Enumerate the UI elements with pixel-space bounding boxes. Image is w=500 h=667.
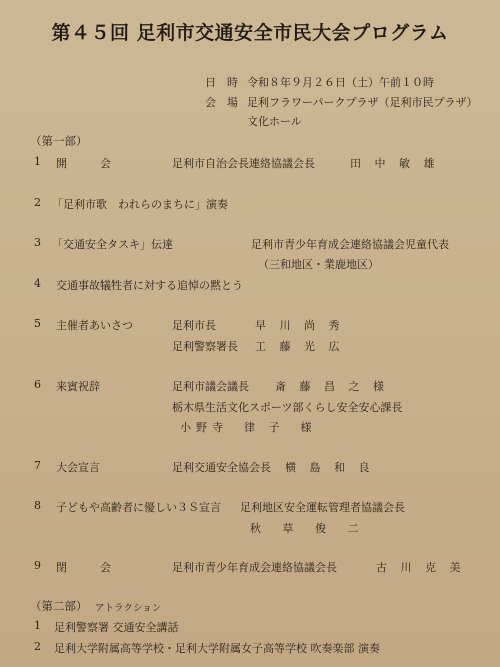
item-person: 早 川 尚 秀	[255, 319, 345, 332]
item-person-2: 工 藤 光 広	[255, 340, 345, 353]
venue-value-hall: 文化ホール	[247, 115, 302, 128]
item-person-2: 小野寺 律 子 様	[180, 421, 317, 434]
item-number: 1	[34, 155, 41, 168]
date-value: 令和８年９月２６日（土）午前１０時	[247, 76, 434, 89]
item-label: 子どもや高齢者に優しい３Ｓ宣言	[56, 501, 221, 514]
item-person: 秋 草 俊 二	[250, 522, 368, 535]
item-person: 田 中 敏 雄	[350, 157, 440, 170]
item-person: 横 島 和 良	[285, 461, 375, 474]
item-number: 3	[34, 236, 41, 249]
item-number: 2	[34, 196, 41, 209]
item-number: 8	[34, 499, 41, 512]
item-label: 主催者あいさつ	[56, 319, 133, 332]
item-label: 大会宣言	[56, 461, 100, 474]
item-label: 足利警察署 交通安全講話	[54, 621, 179, 634]
date-label: 日 時	[205, 76, 238, 89]
item-number: 2	[34, 640, 41, 653]
item-role: 足利市議会議長	[172, 380, 249, 393]
item-label: 来賓祝辞	[56, 380, 100, 393]
item-role-2: 栃木県生活文化スポーツ部くらし安全安心課長	[172, 401, 403, 414]
venue-label: 会 場	[205, 96, 238, 109]
item-role: 足利交通安全協会長	[172, 461, 271, 474]
part1-heading: （第一部）	[30, 134, 88, 148]
item-label: 足利大学附属高等学校・足利大学附属女子高等学校 吹奏楽部 演奏	[54, 642, 380, 655]
item-label: 開 会	[56, 157, 111, 170]
item-number: 7	[34, 459, 41, 472]
item-role-2: 足利警察署長	[172, 340, 238, 353]
item-role: 足利市自治会長連絡協議会長	[172, 157, 315, 170]
part2-heading: （第二部）	[30, 599, 88, 613]
item-role-sub: （三和地区・業鹿地区）	[258, 258, 379, 271]
item-label: 「交通安全タスキ」伝達	[52, 238, 173, 251]
item-person: 斎 藤 昌 之 様	[275, 380, 389, 393]
item-label: 閉 会	[56, 561, 111, 574]
item-number: 9	[34, 559, 41, 572]
item-person: 古 川 克 美	[376, 561, 466, 574]
venue-value: 足利フラワーパークプラザ（足利市民プラザ）	[247, 96, 478, 109]
item-label: 「足利市歌 われらのまちに」演奏	[52, 198, 228, 211]
item-number: 6	[34, 378, 41, 391]
item-label: 交通事故犠牲者に対する追悼の黙とう	[56, 279, 243, 292]
item-role: 足利市青少年育成会連絡協議会長	[172, 561, 337, 574]
part2-subheading: アトラクション	[95, 603, 162, 614]
item-role: 足利市青少年育成会連絡協議会児童代表	[251, 238, 449, 251]
item-number: 1	[34, 619, 41, 632]
program-title: 第４５回 足利市交通安全市民大会プログラム	[51, 22, 449, 44]
item-number: 4	[34, 277, 41, 290]
item-number: 5	[34, 317, 41, 330]
item-role: 足利地区安全運転管理者協議会長	[240, 501, 405, 514]
item-role: 足利市長	[172, 319, 216, 332]
